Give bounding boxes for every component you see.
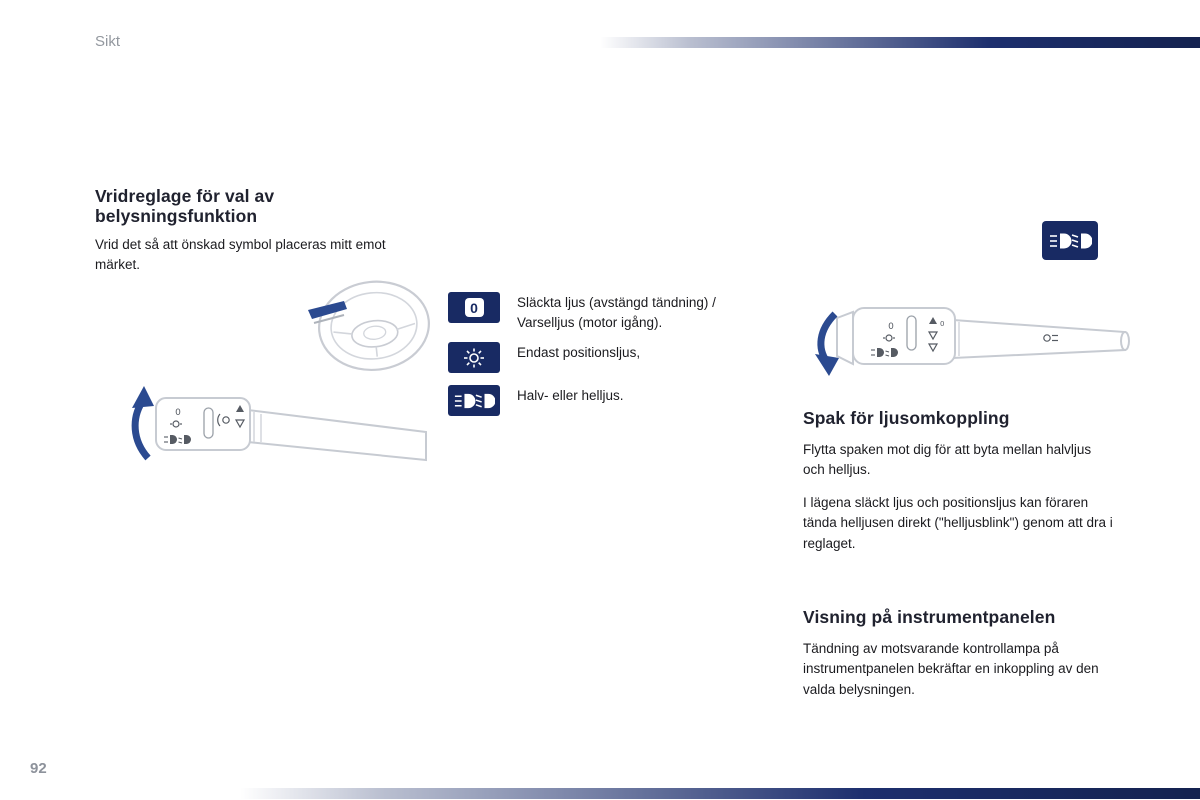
legend-row-position xyxy=(448,342,762,373)
intro-body: Vrid det så att önskad symbol placeras mitt emot märket. xyxy=(95,237,386,273)
pull-arrow-blue xyxy=(815,314,839,376)
beam-indicator-box xyxy=(1042,221,1098,260)
svg-text:0: 0 xyxy=(940,320,945,328)
legend-row-beam xyxy=(448,385,762,416)
light-stalk-illustration-right xyxy=(805,288,1135,388)
top-gradient-bar xyxy=(600,37,1200,48)
legend-label-beam: Halv- eller helljus. xyxy=(517,388,624,403)
svg-text:0: 0 xyxy=(888,322,894,332)
intro-heading: Vridreglage för val av belysningsfunktion xyxy=(95,186,275,227)
section-paragraph: I lägena släckt ljus och positionsljus kan föraren tända helljusen direkt ("helljusblink") genom att dra i reglaget. xyxy=(803,495,1113,551)
legend-box-position xyxy=(448,342,500,373)
legend-label-position: Endast positionsljus, xyxy=(517,345,641,360)
section-heading-instrumentpanel: Visning på instrumentpanelen xyxy=(803,607,1056,627)
zero-position-icon: 0 xyxy=(465,298,484,317)
section-paragraph: Tändning av motsvarande kontrollampa på instrumentpanelen bekräftar en inkoppling av den valda belysningen. xyxy=(803,641,1099,697)
page-number: 92 xyxy=(30,760,47,777)
light-stalk-illustration-left xyxy=(108,372,428,472)
legend-row-off xyxy=(448,292,762,332)
bottom-gradient-bar xyxy=(240,788,1200,799)
beam-indicator-icon xyxy=(1048,230,1092,252)
position-lights-icon xyxy=(461,347,487,369)
legend-label-off: Släckta ljus (avstängd tändning) / Varselljus (motor igång). xyxy=(517,295,716,330)
low-high-beam-icon xyxy=(453,391,495,411)
page-header-sikt: Sikt xyxy=(95,33,121,50)
section-heading-ljusomkoppling: Spak för ljusomkoppling xyxy=(803,408,1010,428)
steering-wheel-illustration xyxy=(300,276,440,378)
legend-box-off xyxy=(448,292,500,323)
legend-box-beam xyxy=(448,385,500,416)
rotate-arrow-blue xyxy=(132,386,154,458)
svg-text:0: 0 xyxy=(175,408,181,418)
section-paragraph: Flytta spaken mot dig för att byta mellan halvljus och helljus. xyxy=(803,442,1092,478)
